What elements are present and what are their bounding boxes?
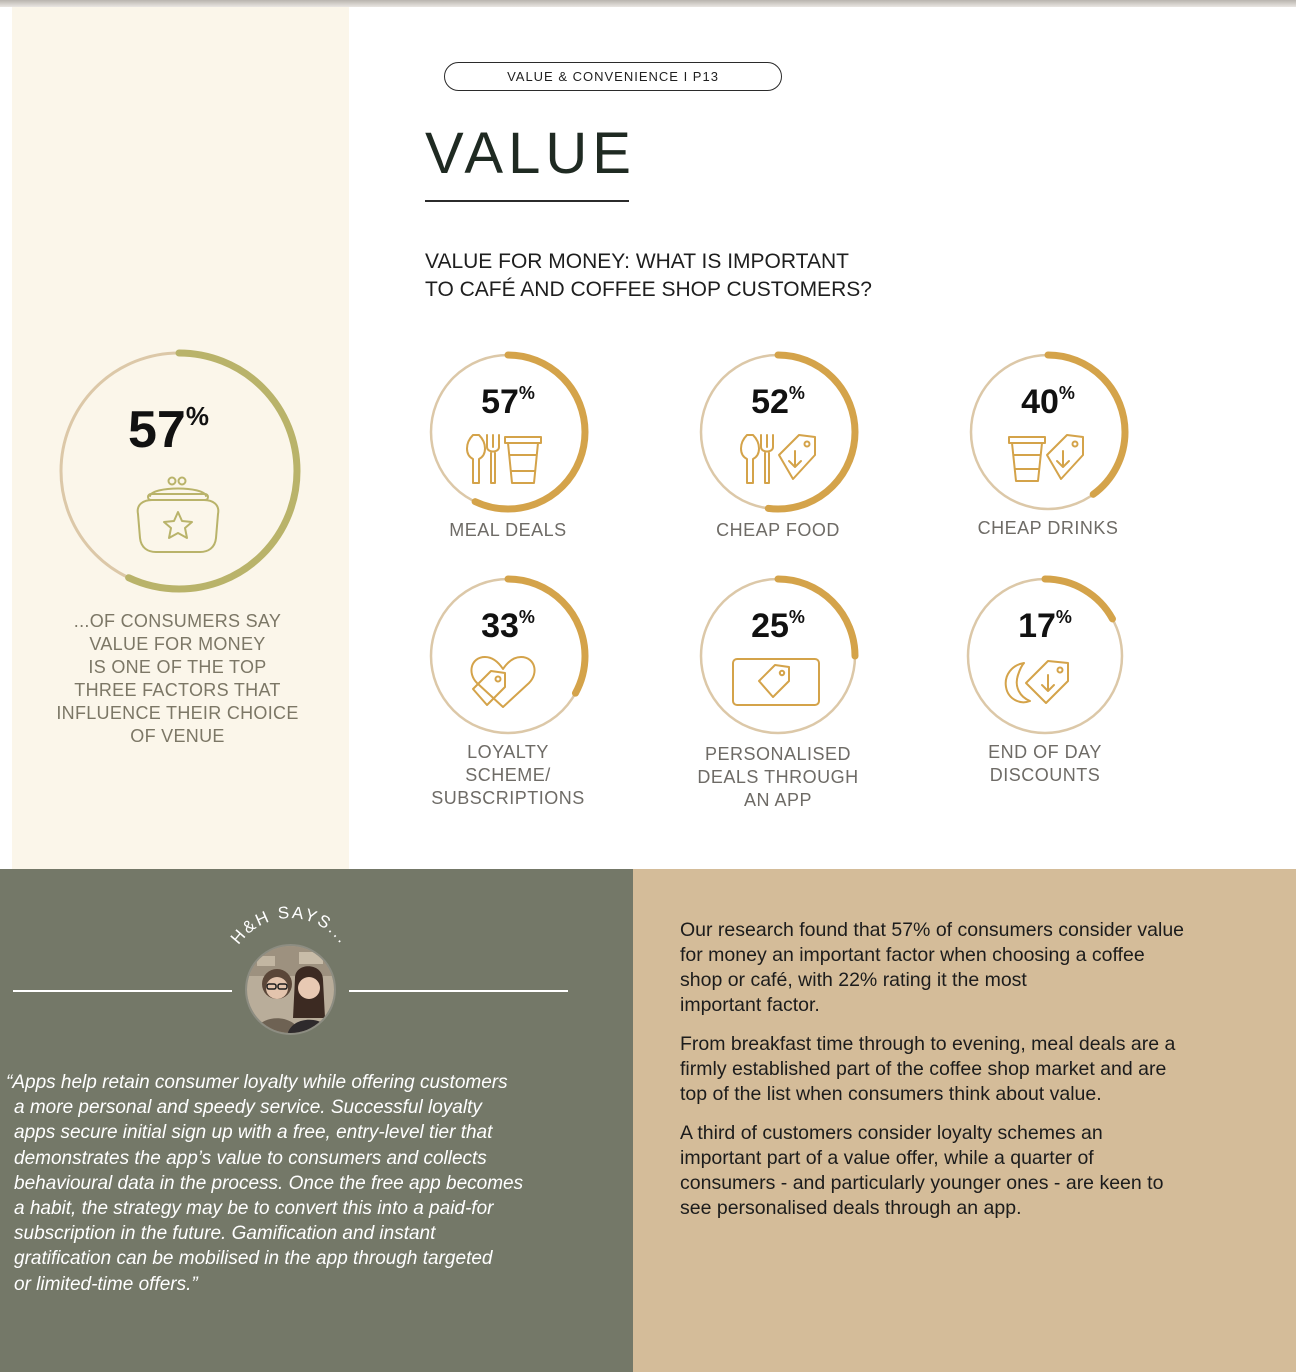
moon-tag-icon	[1002, 657, 1074, 707]
caption-line: OF VENUE	[130, 726, 225, 746]
summary-text	[680, 918, 1220, 1235]
quote-line: “Apps help retain consumer loyalty while offering customers	[6, 1072, 508, 1093]
caption-line: THREE FACTORS THAT	[74, 680, 281, 700]
section-subheading	[425, 248, 945, 304]
section-tag: VALUE & CONVENIENCE I P13	[444, 62, 782, 91]
headline-value: 57	[128, 401, 186, 459]
stat-label: PERSONALISED DEALS THROUGH AN APP	[697, 744, 859, 810]
caption-line: VALUE FOR MONEY	[89, 634, 266, 654]
stat-label: LOYALTY SCHEME/ SUBSCRIPTIONS	[431, 742, 585, 808]
stat-label: CHEAP FOOD	[716, 520, 840, 540]
stat-label: END OF DAY DISCOUNTS	[988, 742, 1102, 785]
summary-paragraph: From breakfast time through to evening, meal deals are a firmly established part of the coffee shop market and are top of the list when consumers think about value.	[680, 1033, 1176, 1105]
caption-line: ...OF CONSUMERS SAY	[73, 611, 282, 631]
quote-line: or limited-time offers.”	[14, 1273, 198, 1295]
quote-line: behavioural data in the process. Once the free app becomes	[14, 1172, 524, 1194]
purse-star-icon	[130, 474, 226, 556]
stat-percentage: 25%	[751, 607, 805, 645]
cutlery-cup-icon	[465, 433, 545, 485]
stat-progress-ring	[693, 571, 863, 741]
stat-percentage: 33%	[481, 607, 535, 645]
title-divider	[425, 200, 629, 202]
stat-progress-ring	[693, 347, 863, 517]
headline-unit: %	[185, 401, 209, 431]
stat-percentage: 57%	[481, 383, 535, 421]
stat-progress-ring	[960, 571, 1130, 741]
subheading-line: TO CAFÉ AND COFFEE SHOP CUSTOMERS?	[425, 278, 872, 301]
subheading-line: VALUE FOR MONEY: WHAT IS IMPORTANT	[425, 250, 849, 273]
page-title: VALUE	[425, 121, 636, 186]
caption-line: IS ONE OF THE TOP	[88, 657, 267, 677]
headline-caption	[40, 610, 315, 748]
stat-percentage: 17%	[1018, 607, 1072, 645]
hh-says-label: H&H SAYS...	[226, 905, 354, 948]
caption-line: INFLUENCE THEIR CHOICE	[56, 703, 299, 723]
divider-right	[349, 990, 568, 992]
stat-percentage: 40%	[1021, 383, 1075, 421]
stat-percentage: 52%	[751, 383, 805, 421]
quote-line: gratification can be mobilised in the app through targeted	[14, 1248, 493, 1270]
avatar	[245, 944, 336, 1035]
card-tag-icon	[731, 657, 821, 707]
avatar-photo	[247, 946, 336, 1035]
stat-progress-ring	[963, 347, 1133, 517]
stat-label: MEAL DEALS	[449, 520, 567, 540]
summary-paragraph: A third of customers consider loyalty schemes an important part of a value offer, while a quarter of consumers - and particularly younger ones - are keen to see personalised deals through an app.	[680, 1122, 1164, 1219]
quote-line: apps secure initial sign up with a free, entry-level tier that	[14, 1122, 493, 1144]
quote-line: subscription in the future. Gamification and instant	[14, 1223, 436, 1245]
summary-paragraph: Our research found that 57% of consumers consider value for money an important factor when choosing a coffee shop or café, with 22% rating it the most important factor.	[680, 919, 1185, 1016]
top-border	[0, 0, 1296, 7]
heart-tag-icon	[467, 653, 539, 711]
headline-progress-ring	[53, 345, 305, 597]
quote-line: a more personal and speedy service. Successful loyalty	[14, 1097, 482, 1119]
cup-tag-icon	[1007, 433, 1087, 485]
quote-line: a habit, the strategy may be to convert this into a paid-for	[14, 1198, 494, 1220]
divider-left	[13, 990, 232, 992]
quote-line: demonstrates the app’s value to consumers and collects	[14, 1147, 487, 1169]
hh-says-quote	[6, 1070, 566, 1297]
stat-label: CHEAP DRINKS	[977, 518, 1119, 538]
svg-text:H&H SAYS...	[227, 905, 353, 948]
stat-progress-ring	[423, 347, 593, 517]
cutlery-tag-icon	[739, 433, 819, 485]
headline-percentage	[128, 400, 209, 460]
